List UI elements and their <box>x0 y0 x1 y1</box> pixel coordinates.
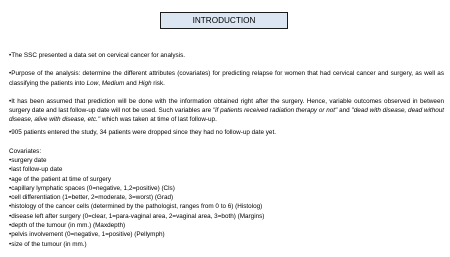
list-item: •histology of the cancer cells (determined by the pathologist, ranges from 0 to 6) (Histolog) <box>9 203 263 211</box>
covariates-heading: Covariates: <box>9 147 42 155</box>
list-item: •capillary lymphatic spaces (0=negative, 1,2=positive) (Cls) <box>9 184 175 192</box>
list-item: •cell differentiation (1=better, 2=moderate, 3=worst) (Grad) <box>9 194 174 202</box>
list-item: •depth of the tumour (in mm.) (Maxdepth) <box>9 222 126 230</box>
slide-body <box>9 51 444 249</box>
covariates-list <box>9 156 444 249</box>
list-item: •size of the tumour (in mm.) <box>9 240 87 248</box>
list-item: •disease left after surgery (0=clear, 1=para-vaginal area, 2=vaginal area, 3=both) (Margins) <box>9 212 265 220</box>
intro-bullet-patients: •905 patients entered the study, 34 patients were dropped since they had no follow-up date yet. <box>9 129 276 137</box>
intro-bullet-dataset: •The SSC presented a data set on cervical cancer for analysis. <box>9 52 186 59</box>
list-item: •pelvis involvement (0=negative, 1=positive) (Pellymph) <box>9 231 165 239</box>
list-item: •last follow-up date <box>9 166 63 174</box>
slide-title: INTRODUCTION <box>160 12 288 29</box>
intro-bullet-assumption: •It has been assumed that prediction will be done with the information obtained right after the surgery. Hence, variable outcomes observed in between surgery date and last follow-up date will not be used. Such variables are "if patients received radiation therapy or not" and "dead with disease, dead without disease, alive with disease, etc." which was taken at time of last follow-up. <box>9 97 445 124</box>
intro-bullet-purpose: •Purpose of the analysis: determine the different attributes (covariates) for predicting relapse for women that had cervical cancer and surgery, as well as classifying the patients into Low, Medium and High risk. <box>9 70 444 87</box>
list-item: •surgery date <box>9 156 47 164</box>
list-item: •age of the patient at time of surgery <box>9 175 112 183</box>
